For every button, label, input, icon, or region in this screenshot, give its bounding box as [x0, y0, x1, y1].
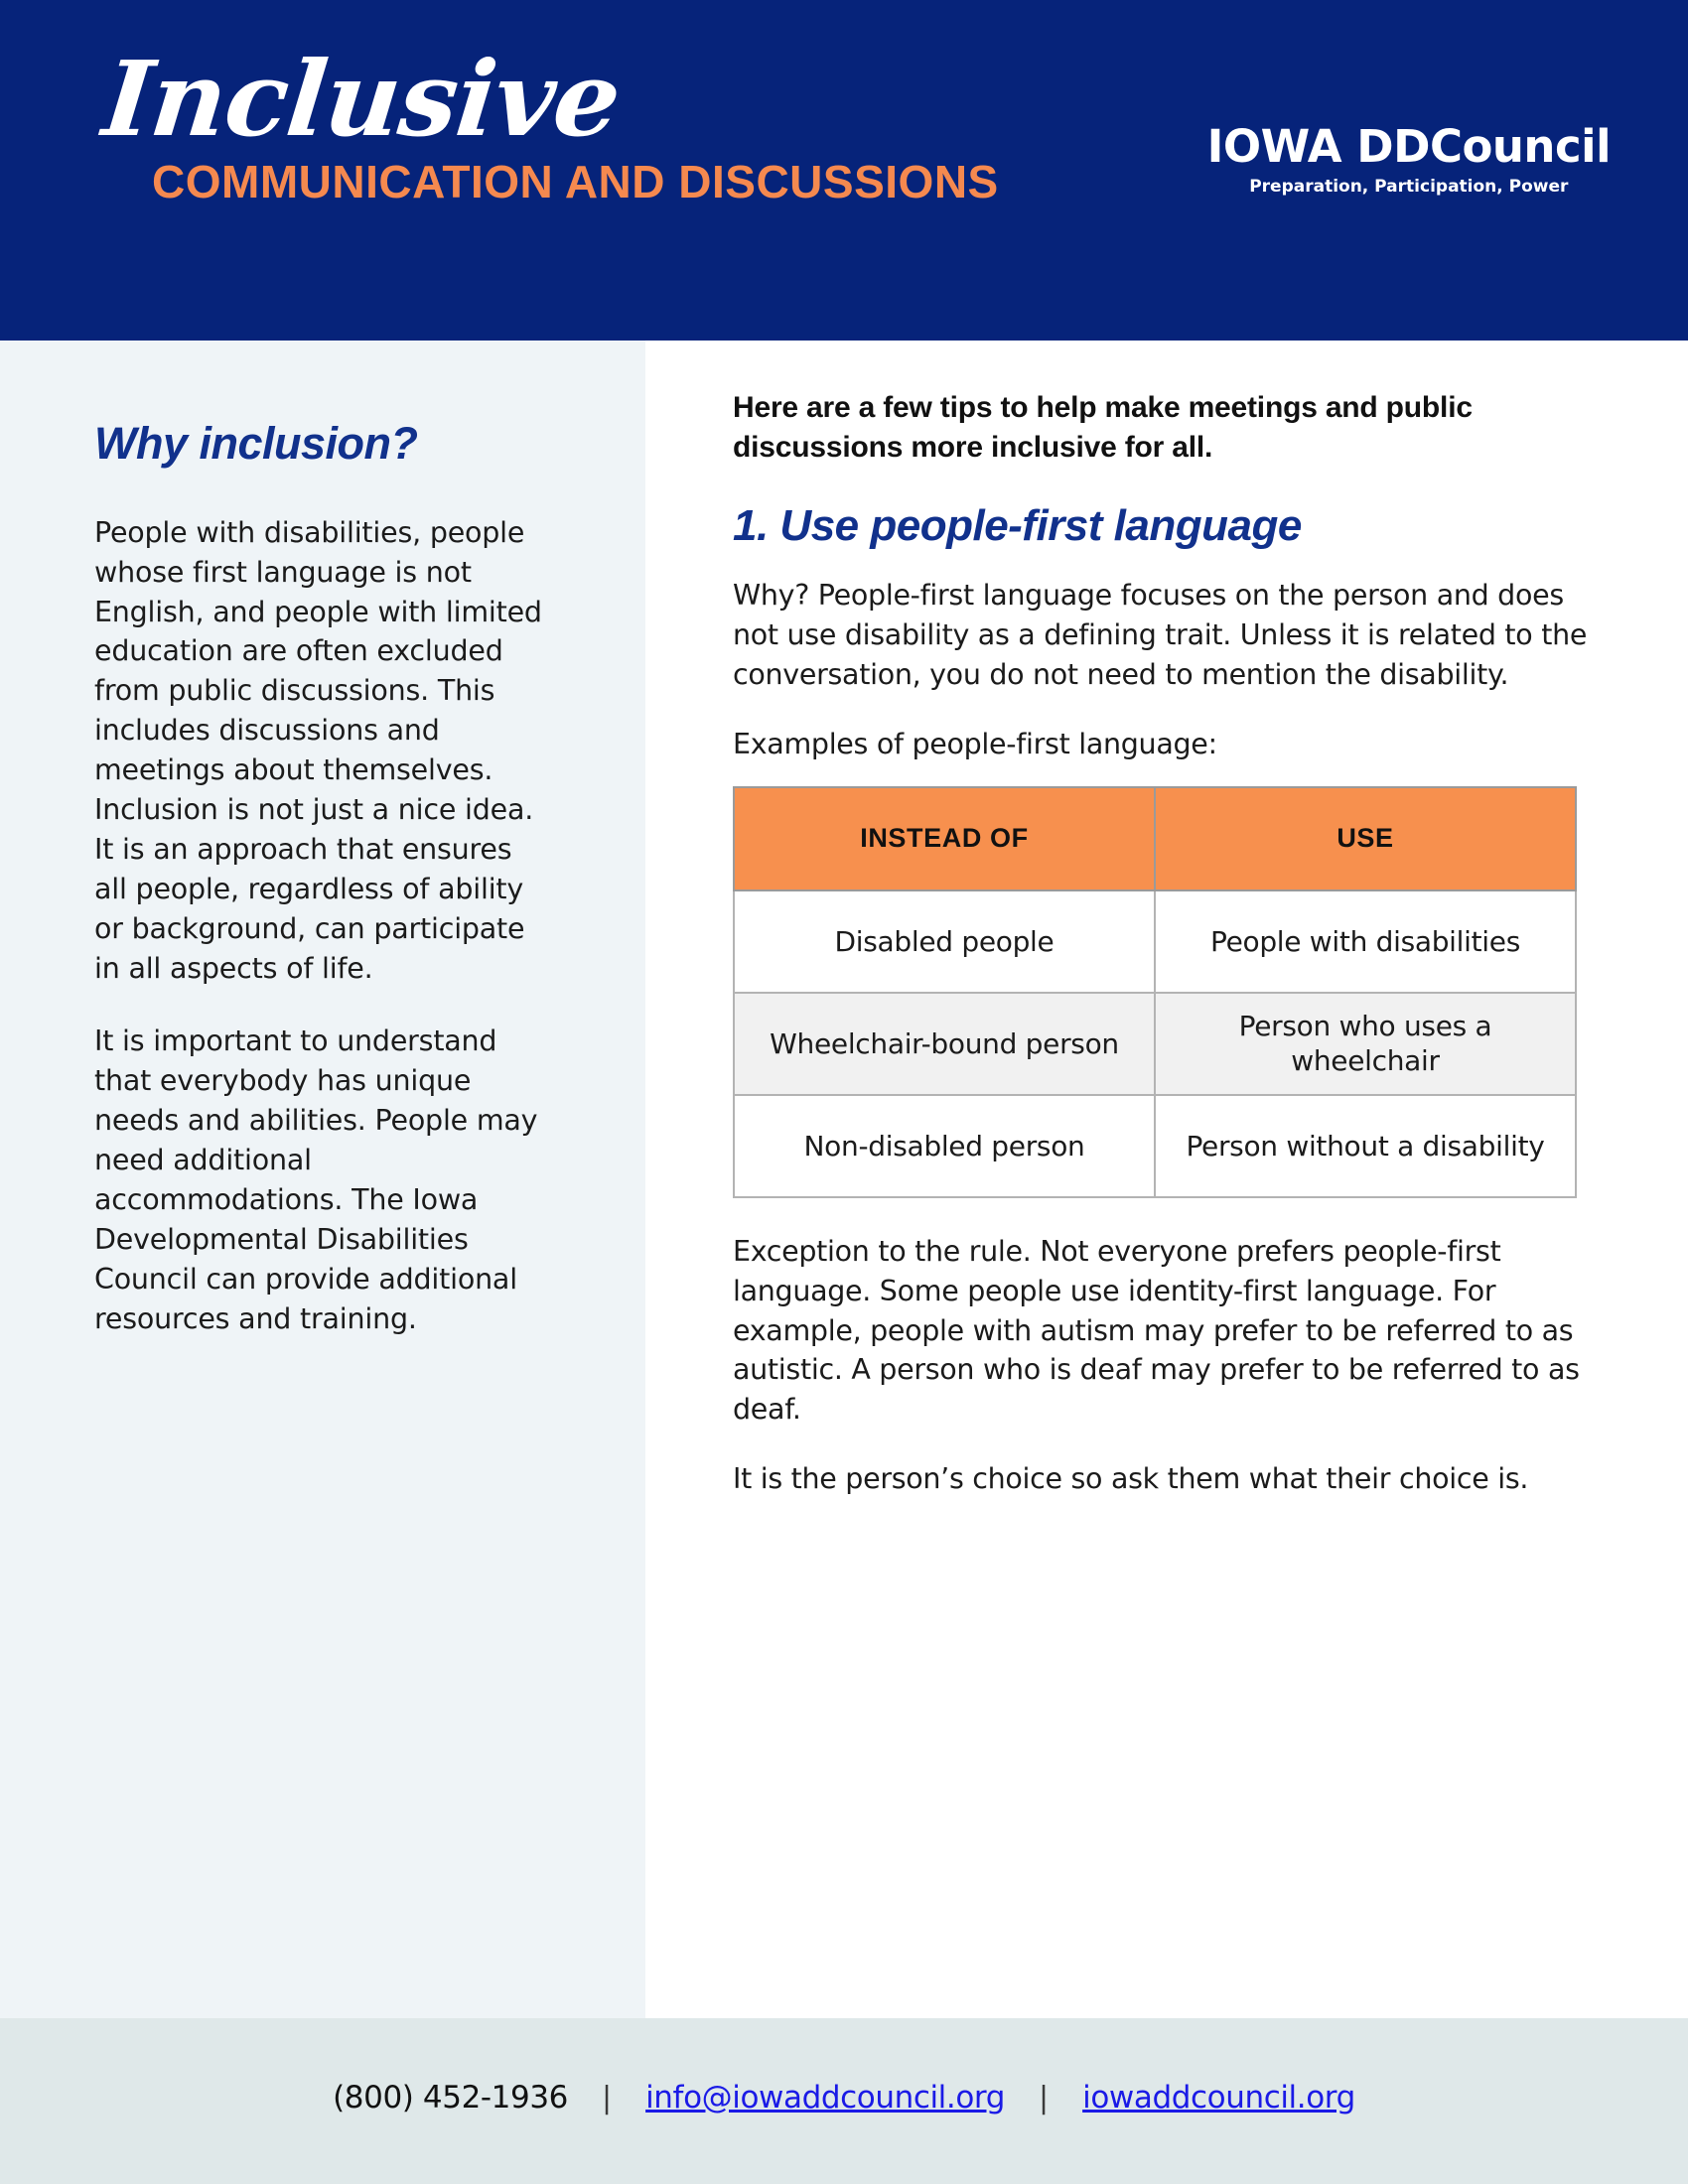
sidebar-paragraph-2: It is important to understand that everybody has unique needs and abilities. People may need additional accommodations. The Iowa Developmental Disabilities Council can provide additional resources and training. [94, 1024, 538, 1335]
table-row [734, 1095, 1576, 1197]
table-cell-instead-of: Non-disabled person [734, 1095, 1155, 1197]
document-title-script: Inclusive [97, 38, 626, 160]
document-title-block [97, 38, 999, 208]
logo-wordmark: IOWA DDCouncil [1206, 120, 1611, 173]
sidebar-content [94, 418, 546, 1373]
table-row [734, 993, 1576, 1095]
header-band [0, 0, 1688, 341]
sidebar-heading: Why inclusion? [94, 418, 418, 469]
table-header-row [734, 787, 1576, 890]
iowa-ddcouncil-logo [1206, 120, 1611, 197]
footer-separator: | [1039, 2080, 1050, 2116]
page-footer [0, 2018, 1688, 2184]
footer-website-link[interactable]: iowaddcouncil.org [1082, 2080, 1355, 2116]
main-lead-text: Here are a few tips to help make meetings and public discussions more inclusive for all. [733, 391, 1473, 464]
why-paragraph: Why? People-first language focuses on the person and does not use disability as a defining trait. Unless it is related to the conversation, you do not need to mention the disability. [733, 579, 1588, 691]
exception-paragraph: Exception to the rule. Not everyone prefers people-first language. Some people use identity-first language. For example, people with autism may prefer to be referred to as autistic. A person who is deaf may prefer to be referred to as deaf. [733, 1234, 1580, 1427]
table-cell-instead-of: Wheelchair-bound person [734, 993, 1155, 1095]
section-heading-1: 1. Use people-first language [733, 500, 1302, 550]
body-area [0, 341, 1688, 2018]
document-subtitle: COMMUNICATION AND DISCUSSIONS [152, 156, 999, 207]
logo-tagline: Preparation, Participation, Power [1249, 177, 1569, 197]
table-cell-use: People with disabilities [1155, 890, 1576, 993]
table-cell-use: Person without a disability [1155, 1095, 1576, 1197]
footer-email-link[interactable]: info@iowaddcouncil.org [645, 2080, 1005, 2116]
footer-separator: | [601, 2080, 613, 2116]
people-first-language-table [733, 786, 1577, 1198]
footer-contact-row [0, 2080, 1688, 2116]
table-row [734, 890, 1576, 993]
main-content [733, 388, 1593, 1529]
examples-label: Examples of people-first language: [733, 727, 1217, 760]
table-header-instead-of: INSTEAD OF [734, 787, 1155, 890]
table-cell-instead-of: Disabled people [734, 890, 1155, 993]
footer-phone: (800) 452-1936 [333, 2080, 568, 2116]
sidebar-paragraph-1: People with disabilities, people whose first language is not English, and people with limited education are often excluded from public discussions. This includes discussions and meetings about themselves. Inclusion is not just a nice idea. It is an approach that ensures all people, regardless of ability or background, can participate in all aspects of life. [94, 515, 542, 985]
table-header-use: USE [1155, 787, 1576, 890]
sidebar-why-inclusion [0, 341, 645, 2018]
main-column [645, 341, 1688, 2018]
table-cell-use: Person who uses a wheelchair [1155, 993, 1576, 1095]
closing-paragraph: It is the person’s choice so ask them what their choice is. [733, 1462, 1529, 1496]
